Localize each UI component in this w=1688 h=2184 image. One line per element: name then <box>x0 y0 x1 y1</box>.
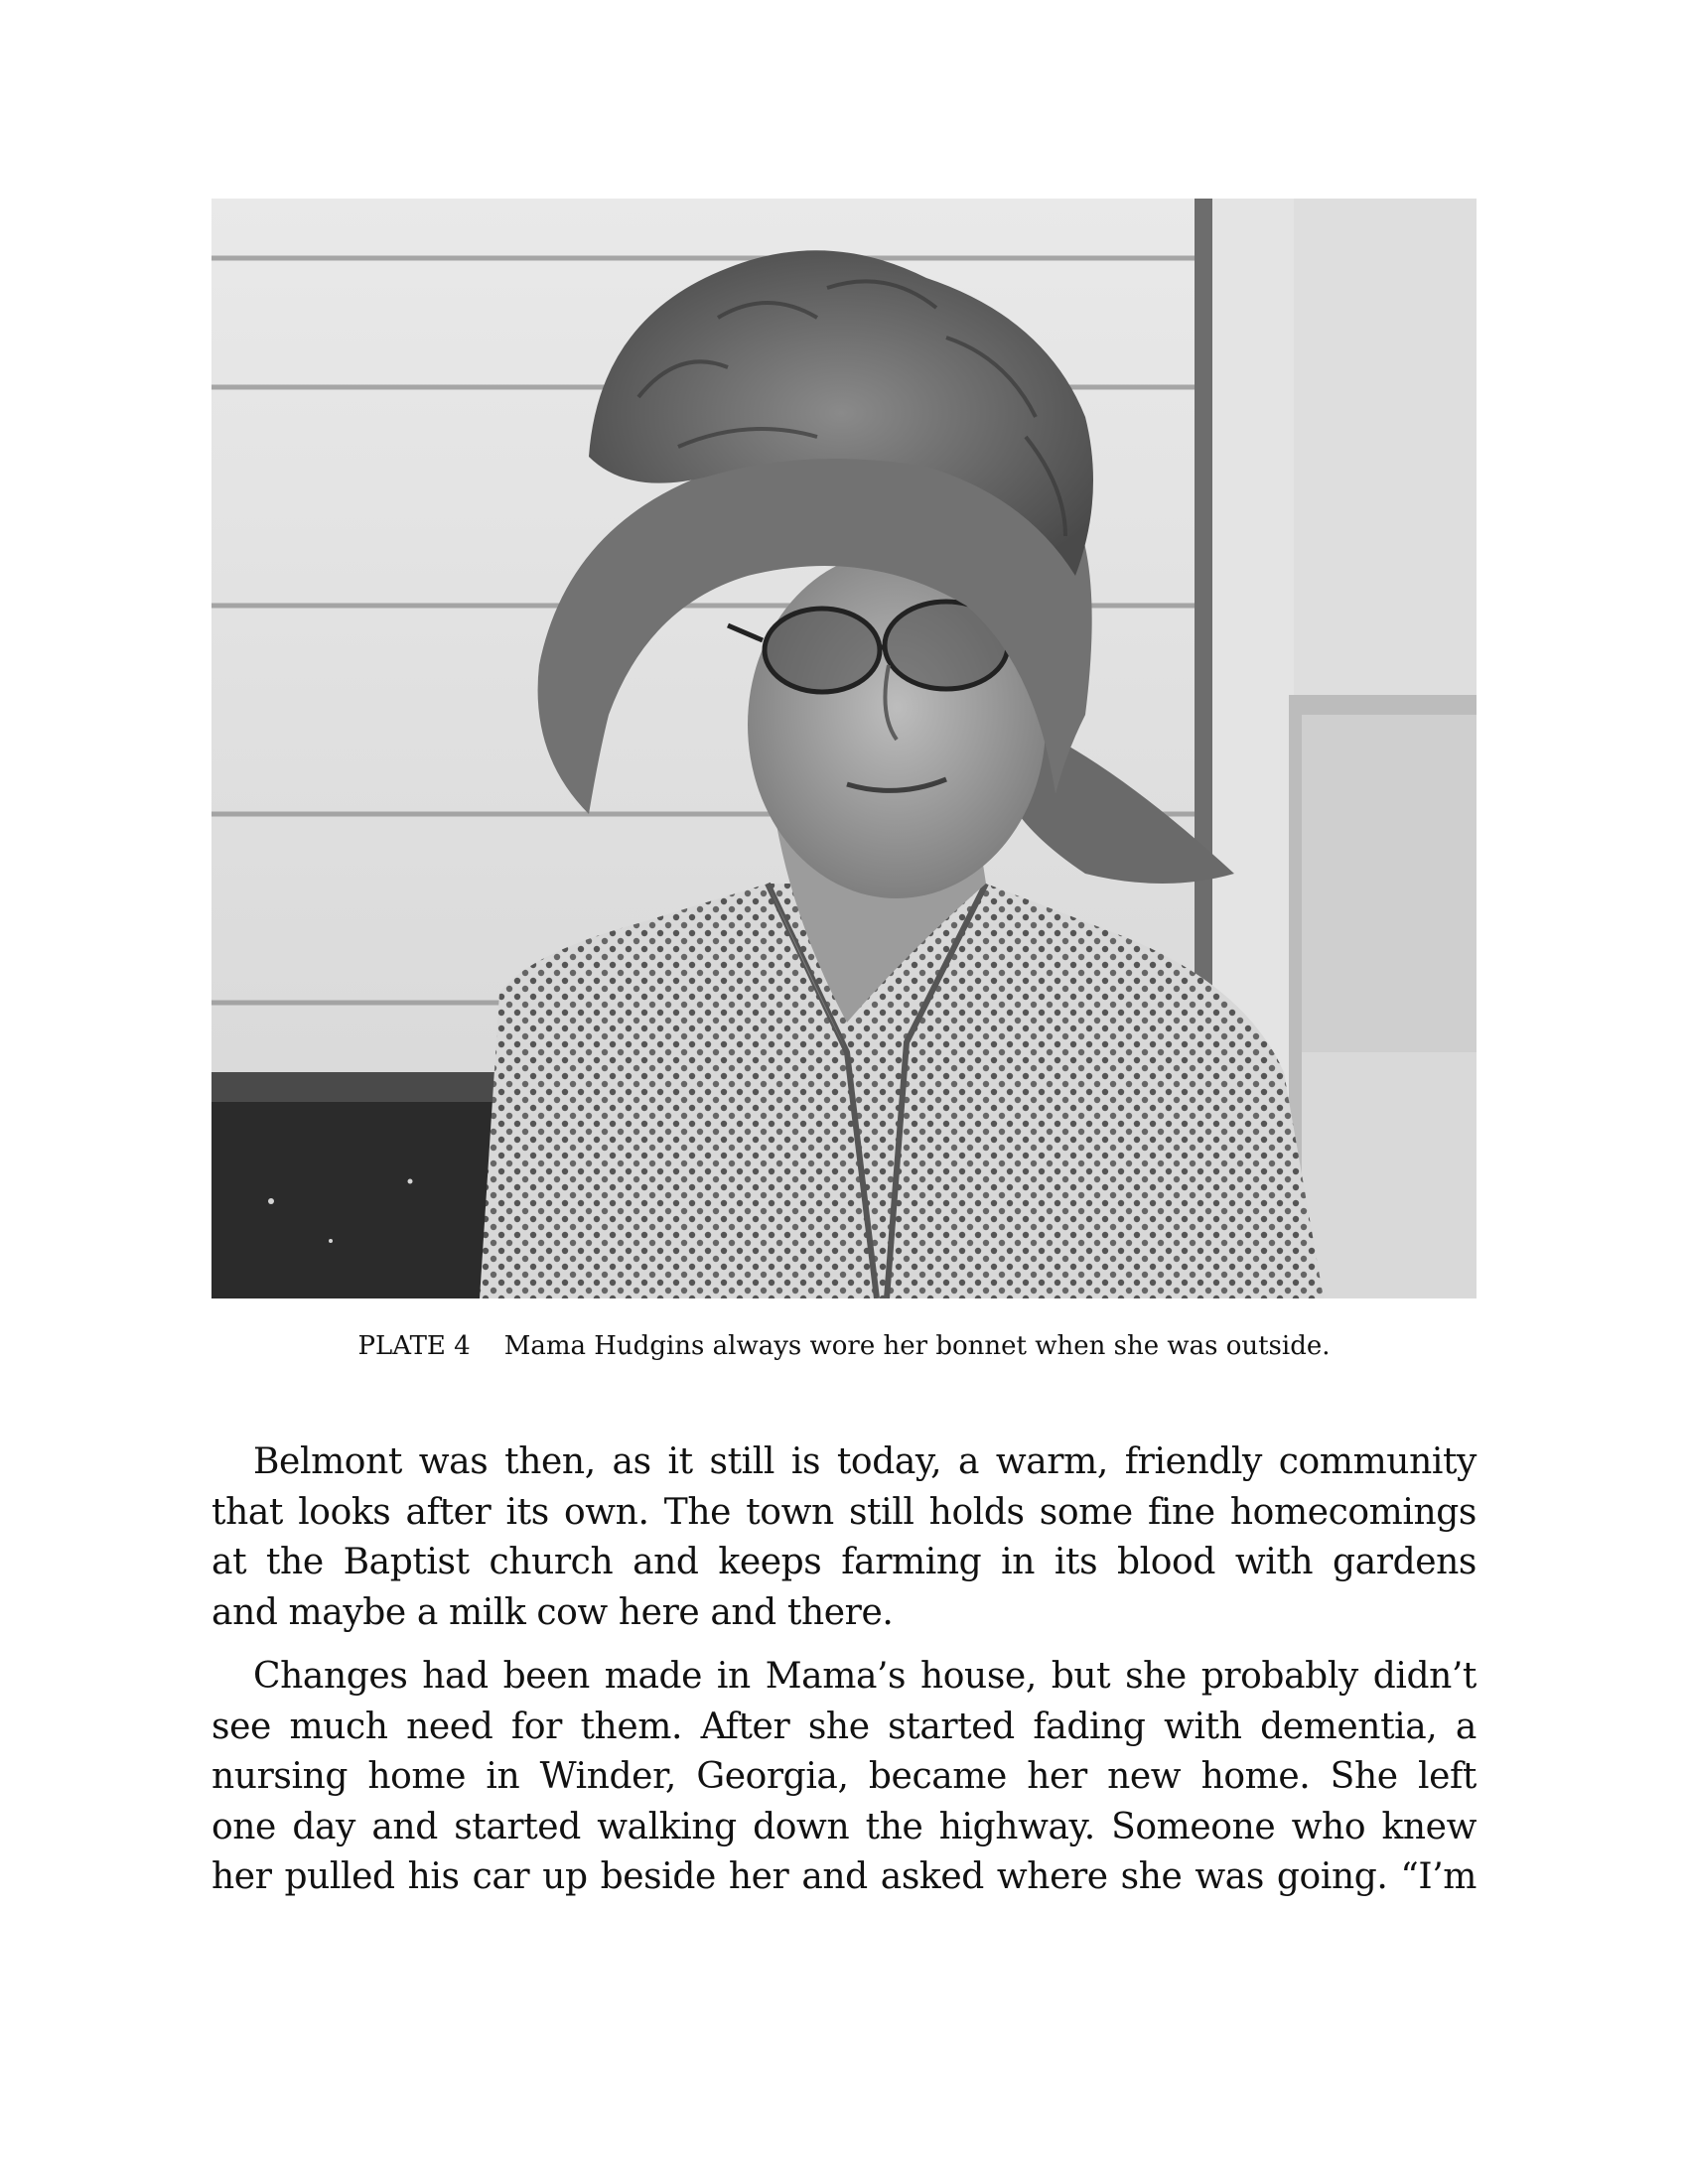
portrait-illustration <box>211 199 1477 1298</box>
caption-text: Mama Hudgins always wore her bonnet when she was outside. <box>503 1331 1331 1361</box>
paragraph-line: that looks after its own. The town still holds some fine homecomings <box>211 1491 1477 1533</box>
paragraph-line: her pulled his car up beside her and asked where she was going. “I’m <box>211 1856 1477 1897</box>
figure-caption <box>211 1328 1477 1364</box>
paragraph-line: see much need for them. After she started fading with dementia, a <box>211 1706 1477 1747</box>
bonnet-portrait-photo <box>211 199 1477 1298</box>
paragraph-line: one day and started walking down the highway. Someone who knew <box>211 1806 1477 1847</box>
paragraph <box>211 1652 1477 1903</box>
paragraph-line: at the Baptist church and keeps farming in its blood with gardens <box>211 1542 1477 1582</box>
paragraph-line: and maybe a milk cow here and there. <box>211 1591 894 1633</box>
paragraph-line: Belmont was then, as it still is today, a warm, friendly community <box>253 1441 1477 1482</box>
paragraph <box>211 1437 1477 1638</box>
plate-label: PLATE 4 <box>357 1331 471 1361</box>
body-text <box>211 1437 1477 1917</box>
paragraph-line: Changes had been made in Mama’s house, but she probably didn’t <box>253 1656 1477 1697</box>
paragraph-line: nursing home in Winder, Georgia, became her new home. She left <box>211 1756 1477 1797</box>
